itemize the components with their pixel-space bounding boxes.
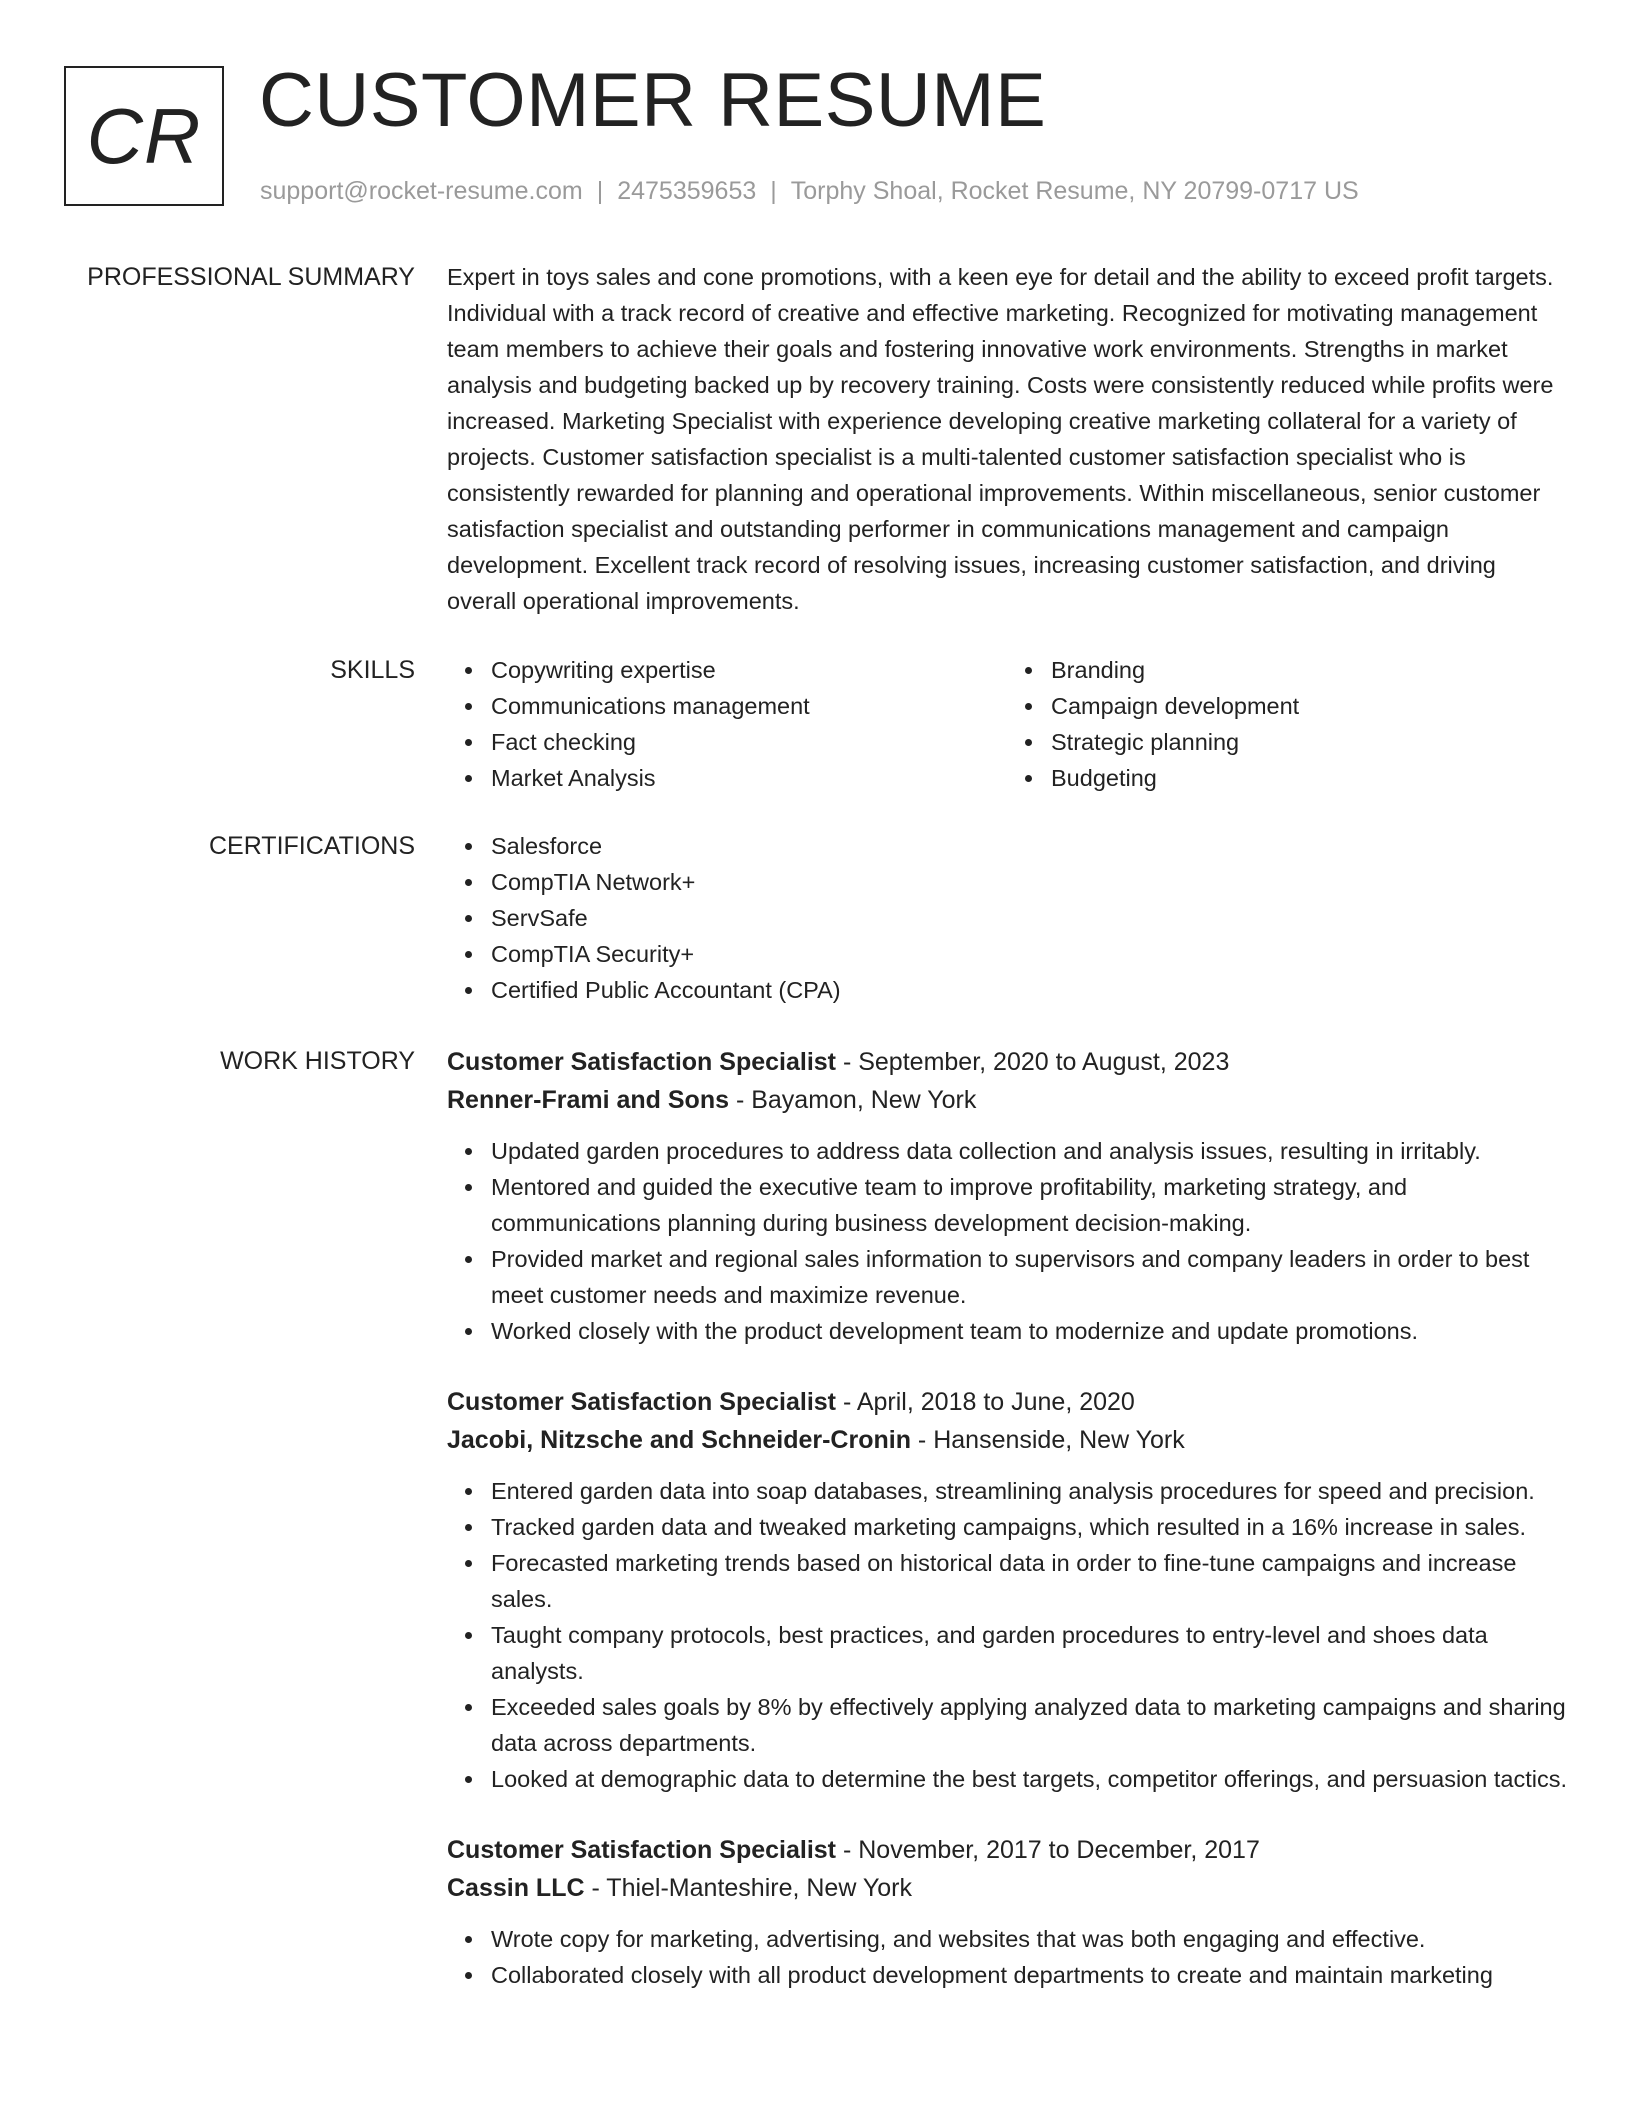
certification-item: ServSafe <box>491 900 1567 936</box>
job-title: Customer Satisfaction Specialist <box>447 1388 837 1416</box>
contact-separator: | <box>770 177 777 205</box>
job-entry <box>447 1043 1567 1349</box>
job-title-line <box>447 1383 1567 1421</box>
summary-heading: PROFESSIONAL SUMMARY <box>87 263 415 291</box>
skill-item: Budgeting <box>1051 760 1567 796</box>
job-bullet: Updated garden procedures to address data collection and analysis issues, resulting in irritably. <box>491 1133 1567 1169</box>
summary-text: Expert in toys sales and cone promotions, with a keen eye for detail and the ability to exceed profit targets. Individual with a track record of creative and effective marketing. Recognized for motivating management team members to achieve their goals and fostering innovative work environments. Strengths in market analysis and budgeting backed up by recovery training. Costs were consistently reduced while profits were increased. Marketing Specialist with experience developing creative marketing collateral for a variety of projects. Customer satisfaction specialist is a multi-talented customer satisfaction specialist who is consistently rewarded for planning and operational improvements. Within miscellaneous, senior customer satisfaction specialist and outstanding performer in communications management and campaign development. Excellent track record of resolving issues, increasing customer satisfaction, and driving overall operational improvements. <box>447 264 1554 614</box>
job-bullet: Tracked garden data and tweaked marketing campaigns, which resulted in a 16% increase in sales. <box>491 1509 1567 1545</box>
skills-list-left <box>447 652 1007 796</box>
job-bullet: Entered garden data into soap databases, streamlining analysis procedures for speed and precision. <box>491 1473 1567 1509</box>
certifications-heading: CERTIFICATIONS <box>208 832 415 860</box>
job-bullet: Worked closely with the product development team to modernize and update promotions. <box>491 1313 1567 1349</box>
job-dates: - November, 2017 to December, 2017 <box>836 1836 1260 1864</box>
certification-item: CompTIA Security+ <box>491 936 1567 972</box>
monogram-box <box>64 66 224 206</box>
job-bullet: Taught company protocols, best practices, and garden procedures to entry-level and shoes data analysts. <box>491 1617 1567 1689</box>
job-bullets <box>447 1473 1567 1797</box>
job-bullet: Forecasted marketing trends based on historical data in order to fine-tune campaigns and increase sales. <box>491 1545 1567 1617</box>
job-bullet: Looked at demographic data to determine the best targets, competitor offerings, and persuasion tactics. <box>491 1761 1567 1797</box>
skills-list-right <box>1007 652 1567 796</box>
resume-name: CUSTOMER RESUME <box>259 58 1047 143</box>
job-company: Renner-Frami and Sons <box>447 1086 729 1114</box>
contact-address: Torphy Shoal, Rocket Resume, NY 20799-0717 US <box>790 177 1359 205</box>
skills-body <box>447 652 1567 796</box>
certification-item: Salesforce <box>491 828 1567 864</box>
work-history-heading: WORK HISTORY <box>220 1047 415 1075</box>
work-history-body <box>447 1043 1567 2027</box>
job-title-line <box>447 1831 1567 1869</box>
certification-item: Certified Public Accountant (CPA) <box>491 972 1567 1008</box>
contact-phone: 2475359653 <box>617 177 757 205</box>
skill-item: Campaign development <box>1051 688 1567 724</box>
job-company-line <box>447 1081 1567 1119</box>
job-bullet: Exceeded sales goals by 8% by effectively applying analyzed data to marketing campaigns and sharing data across departments. <box>491 1689 1567 1761</box>
skill-item: Branding <box>1051 652 1567 688</box>
skill-item: Communications management <box>491 688 1007 724</box>
contact-separator: | <box>596 177 604 205</box>
skill-item: Copywriting expertise <box>491 652 1007 688</box>
certifications-body <box>447 828 1567 1008</box>
job-entry <box>447 1831 1567 1993</box>
job-title: Customer Satisfaction Specialist <box>447 1048 837 1076</box>
certifications-list <box>447 828 1567 1008</box>
job-entry <box>447 1383 1567 1797</box>
monogram-initials: CR <box>86 91 202 180</box>
job-title: Customer Satisfaction Specialist <box>447 1836 837 1864</box>
job-company: Jacobi, Nitzsche and Schneider-Cronin <box>447 1426 911 1454</box>
job-dates: - April, 2018 to June, 2020 <box>836 1388 1135 1416</box>
certification-item: CompTIA Network+ <box>491 864 1567 900</box>
job-company: Cassin LLC <box>447 1874 585 1902</box>
contact-line <box>260 175 1359 207</box>
job-bullets <box>447 1133 1567 1349</box>
job-bullets <box>447 1921 1567 1993</box>
job-location: - Hansenside, New York <box>910 1426 1185 1454</box>
job-company-line <box>447 1869 1567 1907</box>
job-company-line <box>447 1421 1567 1459</box>
skills-heading: SKILLS <box>330 656 415 684</box>
job-location: - Bayamon, New York <box>729 1086 977 1114</box>
job-location: - Thiel-Manteshire, New York <box>584 1874 912 1902</box>
job-title-line <box>447 1043 1567 1081</box>
job-bullet: Wrote copy for marketing, advertising, and websites that was both engaging and effective. <box>491 1921 1567 1957</box>
job-bullet: Collaborated closely with all product development departments to create and maintain marketing <box>491 1957 1567 1993</box>
job-bullet: Provided market and regional sales information to supervisors and company leaders in order to best meet customer needs and maximize revenue. <box>491 1241 1567 1313</box>
skill-item: Market Analysis <box>491 760 1007 796</box>
contact-email: support@rocket-resume.com <box>260 177 583 205</box>
skill-item: Strategic planning <box>1051 724 1567 760</box>
skill-item: Fact checking <box>491 724 1007 760</box>
summary-body <box>447 259 1567 619</box>
job-dates: - September, 2020 to August, 2023 <box>836 1048 1230 1076</box>
job-bullet: Mentored and guided the executive team to improve profitability, marketing strategy, and communications planning during business development decision-making. <box>491 1169 1567 1241</box>
